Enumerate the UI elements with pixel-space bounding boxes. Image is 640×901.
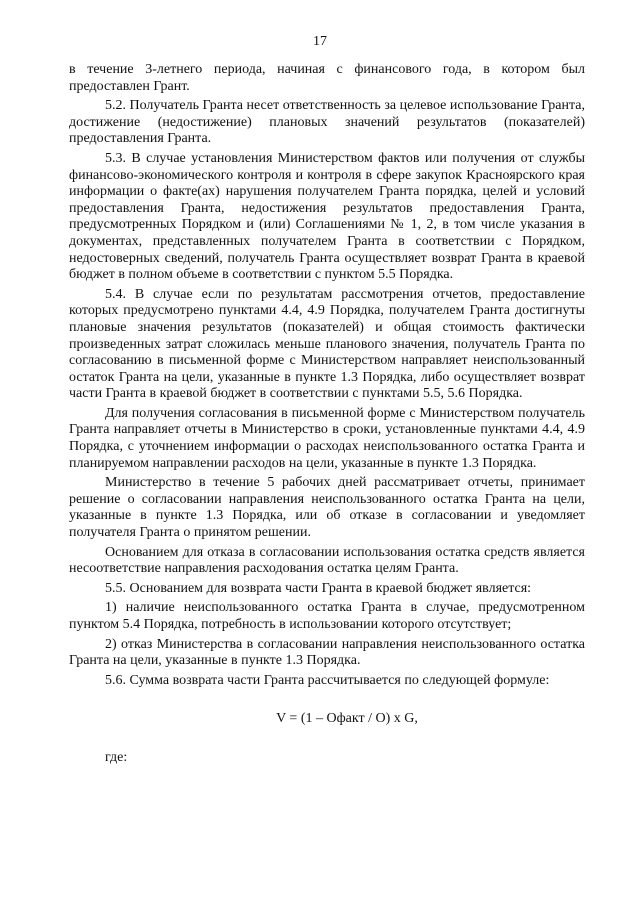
document-body (69, 62, 585, 767)
paragraph-continuation: в течение 3-летнего периода, начиная с финансового года, в котором был предоставлен Грант. (69, 62, 585, 94)
paragraph-5-3: 5.3. В случае установления Министерством фактов или получения от службы финансово-экономического контроля и контроля в сфере закупок Красноярского края информации о факте(ах) нарушения получателем Гранта порядка, целей и условий предоставления Гранта, недостижения результатов предоставления Гранта, предусмотренных Порядком и (или) Соглашениями № 1, 2, в том числе указания в документах, представленных получателем Гранта в соответствии с Порядком, недостоверных сведений, получатель Гранта осуществляет возврат Гранта в краевой бюджет в полном объеме в соответствии с пунктом 5.5 Порядка. (69, 150, 585, 283)
paragraph-5-2: 5.2. Получатель Гранта несет ответственность за целевое использование Гранта, достижение (недостижение) плановых значений результатов (показателей) предоставления Гранта. (69, 98, 585, 147)
list-item-1: 1) наличие неиспользованного остатка Гранта в случае, предусмотренном пунктом 5.4 Порядка, потребность в использовании которого отсутствует; (69, 600, 585, 632)
paragraph-approval-request: Для получения согласования в письменной форме с Министерством получатель Гранта направляет отчеты в Министерство в сроки, установленные пунктами 4.4, 4.9 Порядка, с уточнением информации о расходах неиспользованного остатка Гранта и планируемом направлении расходов на цели, указанные в пункте 1.3 Порядка. (69, 405, 585, 471)
list-item-2: 2) отказ Министерства в согласовании направления неиспользованного остатка Гранта на цели, указанные в пункте 1.3 Порядка. (69, 636, 585, 669)
page-number: 17 (313, 34, 327, 49)
formula: V = (1 – Офакт / О) x G, (276, 711, 418, 727)
paragraph-ministry-review: Министерство в течение 5 рабочих дней рассматривает отчеты, принимает решение о согласовании направления неиспользованного остатка Гранта на цели, указанные в пункте 1.3 Порядка, или об отказе в согласовании и уведомляет получателя Гранта о принятом решении. (69, 475, 585, 541)
where-label: где: (105, 749, 128, 765)
paragraph-5-4: 5.4. В случае если по результатам рассмотрения отчетов, предоставление которых предусмотрено пунктами 4.4, 4.9 Порядка, получателем Гранта достигнуты плановые значения результатов (показателей) и общая стоимость фактически произведенных затрат сложилась меньше планового значения, получатель Гранта по согласованию в письменной форме с Министерством направляет неиспользованный остаток Гранта на цели, указанные в пункте 1.3 Порядка, либо осуществляет возврат части Гранта в краевой бюджет в соответствии с пунктами 5.5, 5.6 Порядка. (69, 286, 585, 402)
paragraph-5-6: 5.6. Сумма возврата части Гранта рассчитывается по следующей формуле: (105, 672, 550, 688)
paragraph-5-5: 5.5. Основанием для возврата части Гранта в краевой бюджет является: (105, 580, 532, 596)
paragraph-refusal-basis: Основанием для отказа в согласовании использования остатка средств является несоответствие направления расходования остатка целям Гранта. (69, 544, 585, 577)
